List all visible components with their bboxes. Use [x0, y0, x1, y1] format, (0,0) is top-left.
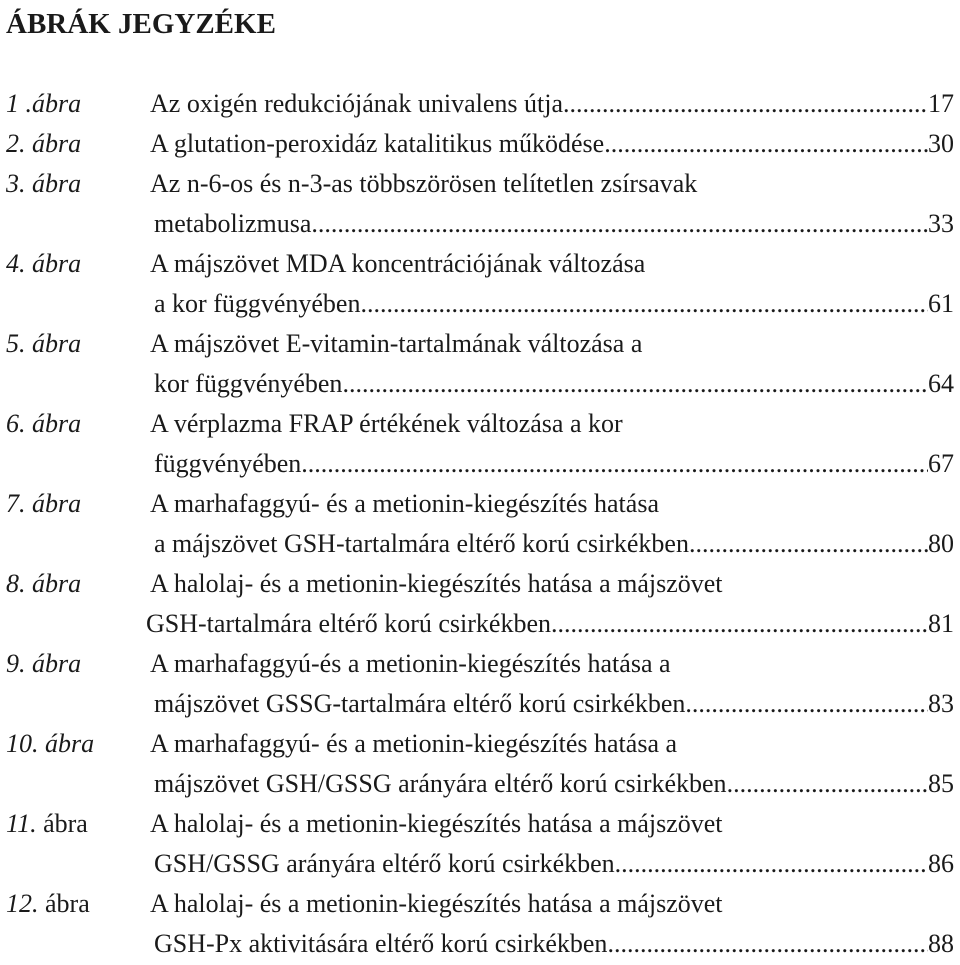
- figure-caption-text: A halolaj- és a metionin-kiegészítés hatása a májszövet: [150, 809, 723, 838]
- figure-word: ábra: [43, 809, 88, 838]
- figure-label: [6, 164, 81, 204]
- figure-caption-text: GSH-Px aktivitására eltérő korú csirkékben: [154, 929, 608, 958]
- page-number: 81: [928, 609, 954, 638]
- figure-label: [6, 804, 88, 844]
- figure-number: 5.: [6, 329, 32, 358]
- figure-label: [6, 724, 94, 764]
- figure-number: 12.: [6, 889, 45, 918]
- figure-number: 3.: [6, 169, 32, 198]
- page-number: 33: [928, 209, 954, 238]
- figure-word: ábra: [32, 89, 82, 118]
- figure-label: [6, 884, 90, 924]
- dot-leader: [311, 204, 928, 244]
- figure-label: [6, 84, 81, 124]
- figure-caption-line: [150, 124, 954, 164]
- figure-word: ábra: [32, 169, 82, 198]
- figure-number: 10.: [6, 729, 45, 758]
- figure-word: ábra: [32, 569, 82, 598]
- figure-number: 11.: [6, 809, 44, 838]
- dot-leader: [342, 364, 928, 404]
- page-number: 88: [928, 929, 954, 958]
- figure-caption-line: [154, 764, 954, 804]
- figure-caption-text: a kor függvényében: [154, 289, 361, 318]
- figure-caption-text: A marhafaggyú-és a metionin-kiegészítés hatása a: [150, 649, 671, 678]
- figure-caption-line: [154, 924, 954, 964]
- page-number: 85: [928, 769, 954, 798]
- figure-label: [6, 484, 81, 524]
- figure-label: [6, 244, 81, 284]
- figure-number: 6.: [6, 409, 32, 438]
- dot-leader: [604, 124, 928, 164]
- figure-caption-line: [154, 684, 954, 724]
- figure-word: ábra: [32, 649, 82, 678]
- dot-leader: [301, 444, 928, 484]
- figure-caption-text: kor függvényében: [154, 369, 343, 398]
- page-number: 86: [928, 849, 954, 878]
- figure-word: ábra: [32, 329, 82, 358]
- figure-caption-text: függvényében: [154, 449, 302, 478]
- figure-caption-text: A glutation-peroxidáz katalitikus működése: [150, 129, 605, 158]
- figure-label: [6, 564, 81, 604]
- figure-caption-text: májszövet GSH/GSSG arányára eltérő korú csirkékben: [154, 769, 727, 798]
- figure-caption-text: A májszövet E-vitamin-tartalmának változása a: [150, 329, 643, 358]
- figure-caption-line: [154, 844, 954, 884]
- figure-label: [6, 324, 81, 364]
- page-title: ÁBRÁK JEGYZÉKE: [6, 8, 276, 40]
- figure-caption-text: a májszövet GSH-tartalmára eltérő korú csirkékben: [154, 529, 689, 558]
- figure-caption-line: [150, 84, 954, 124]
- figure-caption-line: [154, 204, 954, 244]
- page-number: 67: [928, 449, 954, 478]
- page-number: 17: [928, 89, 954, 118]
- figure-caption-text: metabolizmusa: [154, 209, 312, 238]
- figure-caption-text: A májszövet MDA koncentrációjának változása: [150, 249, 646, 278]
- figure-caption-text: A marhafaggyú- és a metionin-kiegészítés hatása a: [150, 729, 678, 758]
- figure-caption-text: Az n-6-os és n-3-as többszörösen telítetlen zsírsavak: [150, 169, 698, 198]
- figure-word: ábra: [32, 249, 82, 278]
- figure-word: ábra: [45, 889, 90, 918]
- figure-number: 8.: [6, 569, 32, 598]
- figure-caption-line: [154, 364, 954, 404]
- figure-word: ábra: [32, 489, 82, 518]
- dot-leader: [727, 764, 928, 804]
- dot-leader: [551, 604, 928, 644]
- figure-caption-text: Az oxigén redukciójának univalens útja: [150, 89, 563, 118]
- figure-label: [6, 124, 81, 164]
- dot-leader: [563, 84, 928, 124]
- dot-leader: [685, 684, 928, 724]
- figure-caption-text: A halolaj- és a metionin-kiegészítés hatása a májszövet: [150, 889, 723, 918]
- page-number: 61: [928, 289, 954, 318]
- dot-leader: [689, 524, 928, 564]
- figure-caption-text: A vérplazma FRAP értékének változása a kor: [150, 409, 623, 438]
- figure-label: [6, 644, 81, 684]
- figure-word: ábra: [32, 129, 82, 158]
- page-number: 83: [928, 689, 954, 718]
- dot-leader: [607, 924, 928, 964]
- figure-caption-line: [154, 444, 954, 484]
- figure-caption-text: GSH/GSSG arányára eltérő korú csirkékben: [154, 849, 615, 878]
- figure-number: 1 .: [6, 89, 32, 118]
- figure-label: [6, 404, 81, 444]
- page-number: 30: [928, 129, 954, 158]
- dot-leader: [615, 844, 928, 884]
- figure-caption-text: A halolaj- és a metionin-kiegészítés hatása a májszövet: [150, 569, 723, 598]
- figure-caption-line: [154, 284, 954, 324]
- figure-number: 9.: [6, 649, 32, 678]
- figure-number: 2.: [6, 129, 32, 158]
- figure-word: ábra: [32, 409, 82, 438]
- figure-caption-text: májszövet GSSG-tartalmára eltérő korú csirkékben: [154, 689, 686, 718]
- page-number: 64: [928, 369, 954, 398]
- dot-leader: [360, 284, 928, 324]
- figure-caption-text: GSH-tartalmára eltérő korú csirkékben: [146, 609, 552, 638]
- figure-caption-line: [146, 604, 954, 644]
- figure-number: 4.: [6, 249, 32, 278]
- figure-caption-text: A marhafaggyú- és a metionin-kiegészítés hatása: [150, 489, 659, 518]
- figure-number: 7.: [6, 489, 32, 518]
- figure-caption-line: [154, 524, 954, 564]
- figure-word: ábra: [45, 729, 95, 758]
- page-number: 80: [928, 529, 954, 558]
